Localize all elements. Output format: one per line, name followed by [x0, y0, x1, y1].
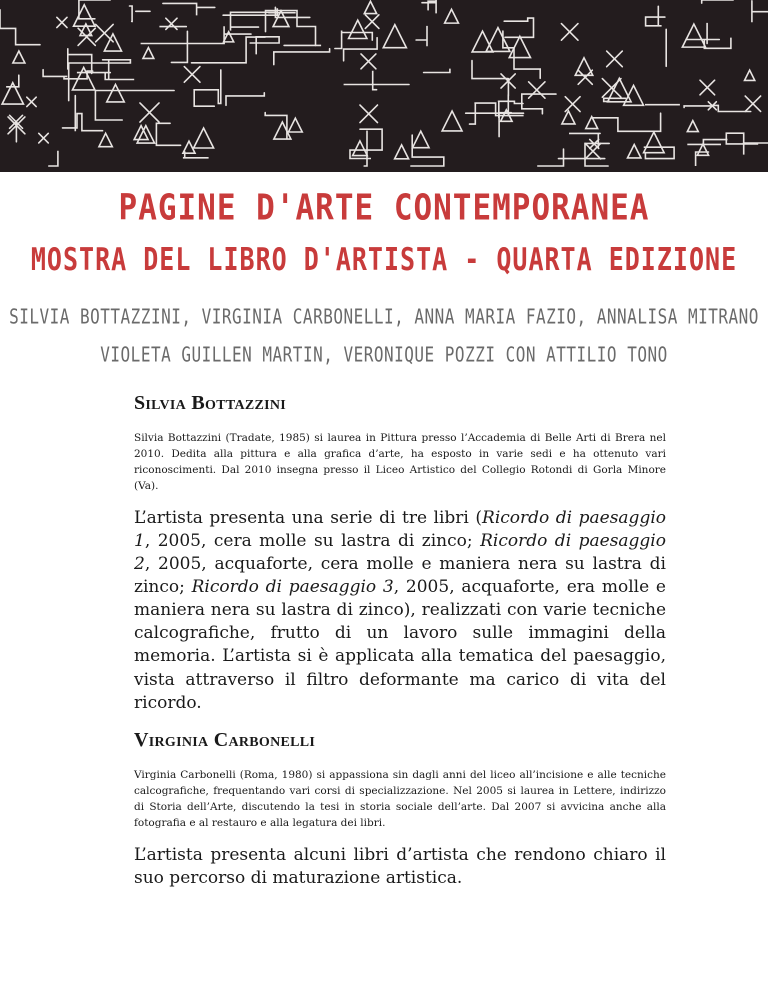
desc-text: , 2005, acquaforte, cera molle e maniera nera su lastra di zinco;: [134, 554, 666, 598]
desc-text: , 2005, acquaforte, era molle e maniera nera su lastra di zinco), realizzati con varie tecniche calcografiche, frutto di un lavoro sulle immagini della memoria. L’artista si è applicata alla tematica del paesaggio, vista attraverso il filtro deformante ma carico di vita del ricordo.: [134, 577, 666, 713]
artwork-title: Ricordo di paesaggio 3: [191, 577, 394, 598]
artwork-description: L’artista presenta alcuni libri d’artista che rendono chiaro il suo percorso di maturazione artistica.: [134, 844, 666, 888]
artwork-title: Ricordo di paesaggio 1: [134, 507, 666, 551]
section-heading: Virginia Carbonelli: [134, 728, 316, 751]
desc-text: L’artista presenta una serie di tre libri (: [134, 507, 483, 528]
artwork-title: Ricordo di paesaggio 2: [134, 530, 666, 575]
header-banner-image: [0, 0, 768, 172]
line-drawing-pattern: [0, 0, 768, 172]
artist-bio: Virginia Carbonelli (Roma, 1980) si appassiona sin dagli anni del liceo all’incisione e alle tecniche calcografiche, frequentando vari corsi di specializzazione. Nel 2005 si laurea in Lettere, indirizzo di Storia dell’Arte, discutendo la tesi in storia sociale dell’arte. Dal 2007 si avvicina anche alla fotografia e al restauro e alla legatura dei libri.: [134, 768, 666, 829]
artists-list-line-1: SILVIA BOTTAZZINI, VIRGINIA CARBONELLI, ANNA MARIA FAZIO, ANNALISA MITRANO: [9, 304, 759, 329]
exhibition-subtitle: MOSTRA DEL LIBRO D'ARTISTA - QUARTA EDIZIONE: [30, 241, 738, 278]
exhibition-title: PAGINE D'ARTE CONTEMPORANEA: [118, 187, 650, 229]
desc-text: , 2005, cera molle su lastra di zinco;: [144, 530, 481, 551]
artwork-description: [134, 507, 666, 715]
artist-bio: Silvia Bottazzini (Tradate, 1985) si laurea in Pittura presso l’Accademia di Belle Arti di Brera nel 2010. Dedita alla pittura e alla grafica d’arte, ha esposto in varie sedi e ha ottenuto vari riconoscimenti. Dal 2010 insegna presso il Liceo Artistico del Collegio Rotondi di Gorla Minore (Va).: [134, 432, 666, 492]
page-content: [134, 392, 666, 904]
section-heading: Silvia Bottazzini: [134, 392, 287, 414]
artist-section-bottazzini: [134, 392, 666, 715]
artists-list-line-2: VIOLETA GUILLEN MARTIN, VERONIQUE POZZI CON ATTILIO TONO: [100, 342, 668, 367]
artist-section-carbonelli: [134, 729, 666, 890]
